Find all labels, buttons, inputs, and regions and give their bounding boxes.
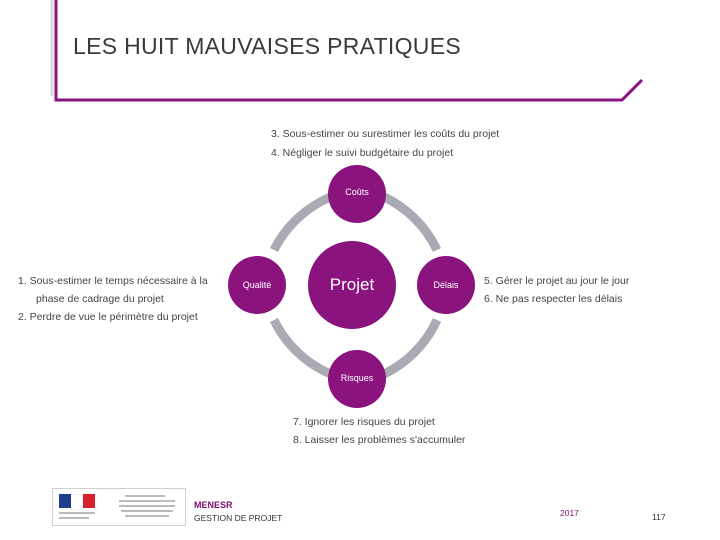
practice-5: 5. Gérer le projet au jour le jour [484,275,630,287]
node-label-delais: Délais [433,280,459,290]
practice-8: 8. Laisser les problèmes s'accumuler [293,434,466,446]
practice-1-line2: phase de cadrage du projet [36,293,164,305]
footer-subtitle: GESTION DE PROJET [194,513,283,523]
node-label-projet: Projet [329,275,375,294]
node-label-qualite: Qualité [242,280,272,290]
ring-arc-bottom-right [382,320,437,375]
practice-2: 2. Perdre de vue le périmètre du projet [18,311,198,323]
ministry-logo [52,488,186,526]
practice-4: 4. Négliger le suivi budgétaire du projet [271,147,454,159]
node-label-couts: Coûts [345,187,369,197]
page-number: 117 [652,512,666,522]
ring-arc-bottom-left [274,320,333,375]
ring-arc-top-left [274,196,333,250]
practice-3: 3. Sous-estimer ou surestimer les coûts du projet [271,128,500,140]
practice-6: 6. Ne pas respecter les délais [484,293,623,305]
practice-7: 7. Ignorer les risques du projet [293,416,435,428]
footer-year: 2017 [560,508,579,518]
ring-arc-top-right [382,196,437,250]
node-label-risques: Risques [340,373,374,383]
flag-icon [59,494,95,508]
practice-1-line1: 1. Sous-estimer le temps nécessaire à la [18,275,208,287]
page-title: LES HUIT MAUVAISES PRATIQUES [73,33,461,59]
footer-org: MENESR [194,500,233,510]
